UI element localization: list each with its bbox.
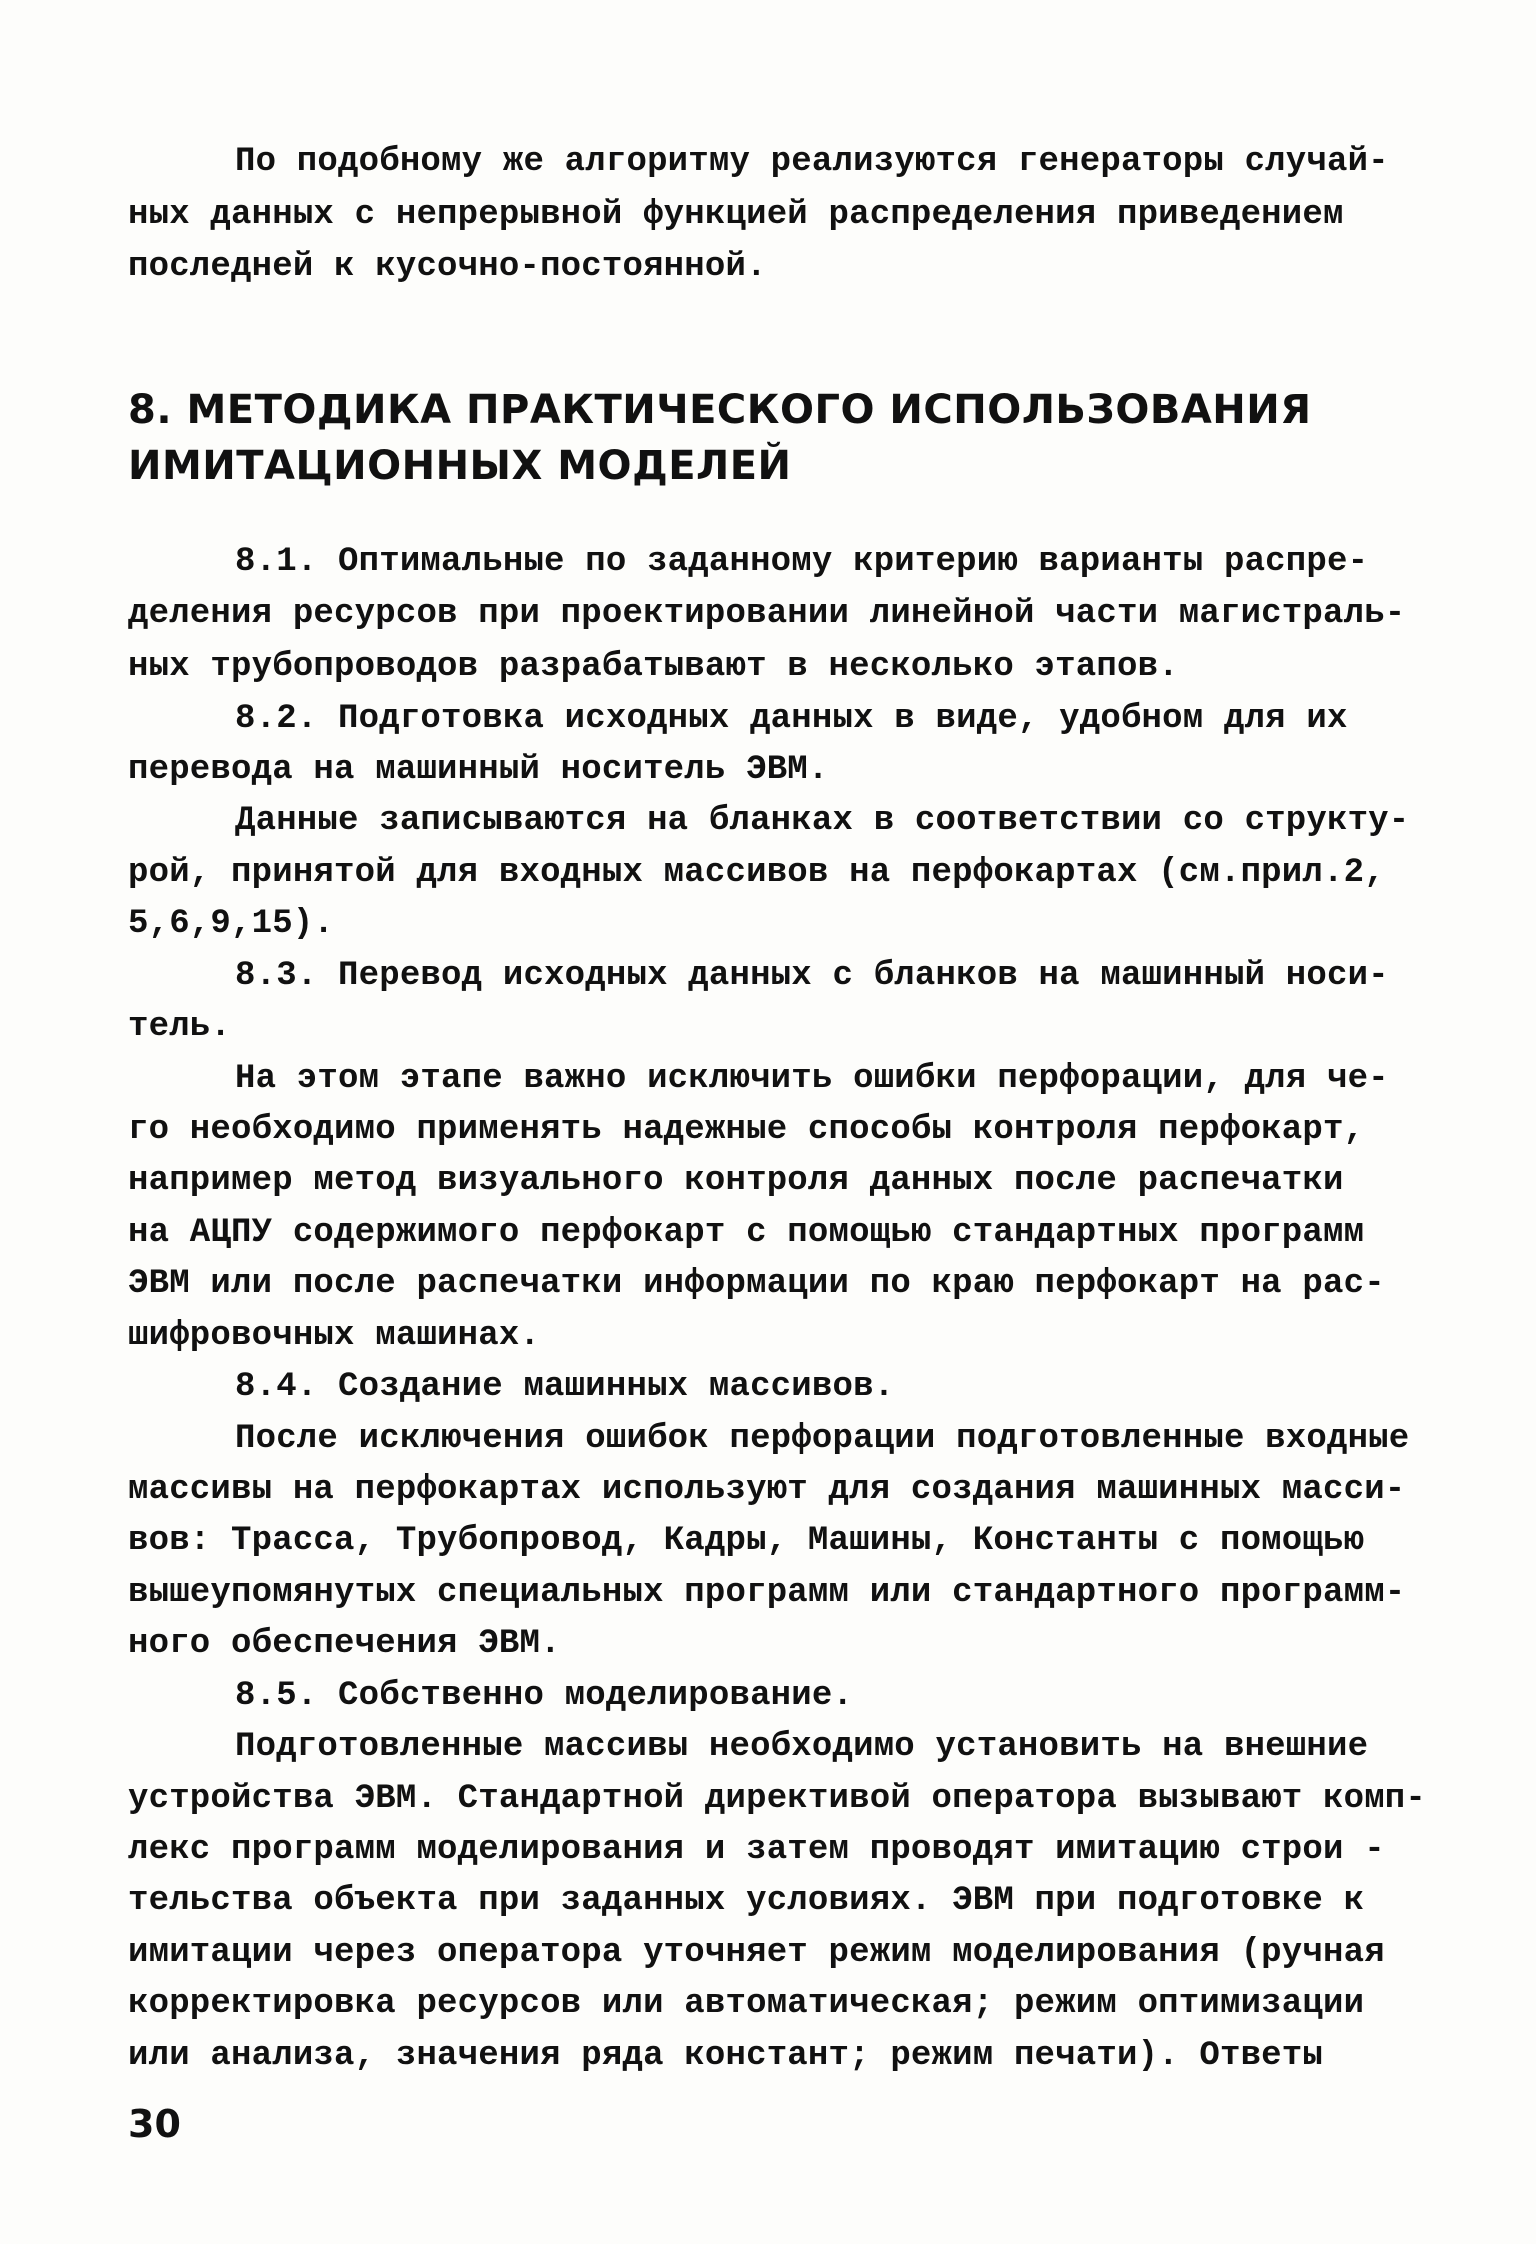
text-line: 8.5. Собственно моделирование. bbox=[235, 1677, 854, 1715]
text-line: ных трубопроводов разрабатывают в несколько этапов. bbox=[128, 648, 1179, 686]
text-line: массивы на перфокартах используют для создания машинных масси- bbox=[128, 1471, 1406, 1509]
text-line: или анализа, значения ряда констант; режим печати). Ответы bbox=[128, 2037, 1323, 2075]
text-line: перевода на машинный носитель ЭВМ. bbox=[128, 751, 829, 789]
section-heading: ИМИТАЦИОННЫХ МОДЕЛЕЙ bbox=[128, 443, 792, 489]
text-line: 8.2. Подготовка исходных данных в виде, удобном для их bbox=[235, 700, 1348, 738]
text-line: лекс программ моделирования и затем проводят имитацию строи - bbox=[128, 1831, 1385, 1869]
text-line: ЭВМ или после распечатки информации по краю перфокарт на рас- bbox=[128, 1265, 1385, 1303]
text-line: например метод визуального контроля данных после распечатки bbox=[128, 1162, 1344, 1200]
text-line: 8.3. Перевод исходных данных с бланков на машинный носи- bbox=[235, 957, 1389, 995]
text-line: После исключения ошибок перфорации подготовленные входные bbox=[235, 1420, 1410, 1458]
text-line: имитации через оператора уточняет режим моделирования (ручная bbox=[128, 1934, 1385, 1972]
text-line: вышеупомянутых специальных программ или стандартного программ- bbox=[128, 1574, 1406, 1612]
text-line: 8.4. Создание машинных массивов. bbox=[235, 1368, 895, 1406]
text-line: рой, принятой для входных массивов на перфокартах (см.прил.2, bbox=[128, 854, 1385, 892]
text-line: устройства ЭВМ. Стандартной директивой оператора вызывают комп- bbox=[128, 1780, 1427, 1818]
text-line: шифровочных машинах. bbox=[128, 1317, 541, 1355]
text-line: ных данных с непрерывной функцией распределения приведением bbox=[128, 196, 1344, 234]
text-line: деления ресурсов при проектировании линейной части магистраль- bbox=[128, 595, 1406, 633]
text-line: На этом этапе важно исключить ошибки перфорации, для че- bbox=[235, 1060, 1389, 1098]
text-line: го необходимо применять надежные способы контроля перфокарт, bbox=[128, 1111, 1365, 1149]
text-line: корректировка ресурсов или автоматическая; режим оптимизации bbox=[128, 1985, 1365, 2023]
text-line: тель. bbox=[128, 1008, 232, 1046]
text-line: на АЦПУ содержимого перфокарт с помощью стандартных программ bbox=[128, 1214, 1365, 1252]
text-line: последней к кусочно-постоянной. bbox=[128, 248, 767, 286]
text-line: Подготовленные массивы необходимо установить на внешние bbox=[235, 1728, 1369, 1766]
text-line: тельства объекта при заданных условиях. ЭВМ при подготовке к bbox=[128, 1882, 1365, 1920]
text-line: вов: Трасса, Трубопровод, Кадры, Машины, Константы с помощью bbox=[128, 1522, 1365, 1560]
page-number: 30 bbox=[128, 2102, 181, 2146]
section-heading: 8. МЕТОДИКА ПРАКТИЧЕСКОГО ИСПОЛЬЗОВАНИЯ bbox=[128, 387, 1312, 433]
text-line: Данные записываются на бланках в соответствии со структу- bbox=[235, 802, 1410, 840]
text-line: ного обеспечения ЭВМ. bbox=[128, 1625, 561, 1663]
text-line: 8.1. Оптимальные по заданному критерию варианты распре- bbox=[235, 543, 1369, 581]
text-line: По подобному же алгоритму реализуются генераторы случай- bbox=[235, 143, 1389, 181]
text-line: 5,6,9,15). bbox=[128, 905, 335, 943]
